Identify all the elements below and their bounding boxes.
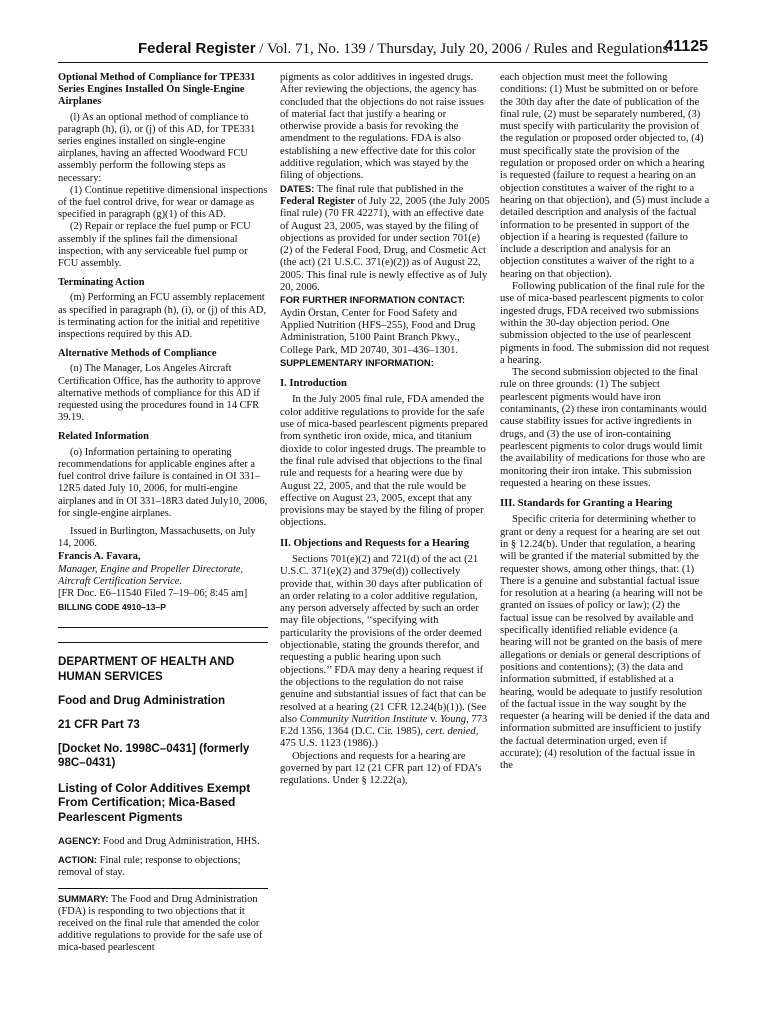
paragraph-specific-criteria: Specific criteria for determining whether to grant or deny a request for a hearing are set out in § 12.24(b). Under that regulation, a hearing will be granted if the material submitted by the requester shows, among other things, that: (1) There is a genuine and substantial factual issue for resolution at a hearing (a hearing will not be granted on issues of policy or law); (2) the factual issue can be resolved by available and specifically identified reliable evidence (a hearing will not be granted on the basis of mere allegations or denials or general descriptions of positions and contentions); (3) the data and information submitted, if established at a hearing, would be adequate to justify resolution of the factual issue in the way sought by the requester (a hearing will be denied if the data and information submitted are insufficient to justify the factual determination urged, even if accurate); (4) resolution of the factual issue in the bbox=[500, 514, 710, 772]
journal-name: Federal Register bbox=[138, 40, 256, 57]
paragraph-second-submission: The second submission objected to the final rule on three grounds: (1) The subject pearlescent pigments would have iron contaminants, (2) these iron contaminants would cause stability issues for active ingredients in drugs, and (3) the use of iron-containing pearlescent pigments to color drugs would limit the availability of medications for those who are monitoring their iron intake. This submission requested a hearing on these issues. bbox=[500, 367, 707, 489]
header-rule bbox=[58, 62, 708, 63]
sections-text-v: v. bbox=[427, 713, 440, 725]
heading-terminating-action: Terminating Action bbox=[58, 277, 145, 289]
paragraph-introduction: In the July 2005 final rule, FDA amended the color additive regulations to provide for the safe use of mica-based pearlescent pigments prepared from synthetic iron oxide, mica, and titanium dioxide to color ingested drugs. The preamble to the final rule advised that objections to the final rule and requests for a hearing were due by August 22, 2005, and that the rule would be effective on August 23, 2005, except that any provisions may be stayed by the filing of proper objections. bbox=[280, 394, 488, 529]
supplementary-label-line bbox=[280, 357, 490, 370]
agency-label: AGENCY: bbox=[58, 834, 101, 846]
dates-text-a: The final rule that published in the bbox=[314, 183, 464, 195]
paragraph-sections bbox=[280, 554, 490, 751]
signer-title: Manager, Engine and Propeller Directorate, Aircraft Certification Service. bbox=[58, 563, 244, 587]
summary-label: SUMMARY: bbox=[58, 892, 109, 904]
action-text: Final rule; response to objections; removal of stay. bbox=[58, 855, 241, 879]
cert-denied: cert. denied bbox=[425, 726, 476, 738]
agency-block bbox=[58, 835, 268, 848]
paragraph-following: Following publication of the final rule for the use of mica-based pearlescent pigments to color ingested drugs, FDA received two submissions within the 30-day objection period. One submission objected to the use of pearlescent pigments in food. The submission did not request a hearing. bbox=[500, 281, 710, 366]
sections-text-e: , 773 F.2d 1356, 1364 (D.C. Cir. 1985), bbox=[280, 713, 488, 738]
column-2 bbox=[280, 72, 490, 1016]
rule-title: Listing of Color Additives Exempt From Certification; Mica-Based Pearlescent Pigments bbox=[58, 780, 251, 825]
action-label: ACTION: bbox=[58, 854, 98, 866]
action-block bbox=[58, 854, 268, 879]
contact-label: FOR FURTHER INFORMATION CONTACT: bbox=[280, 294, 466, 306]
page-header bbox=[58, 38, 708, 62]
heading-related-information: Related Information bbox=[58, 431, 149, 443]
paragraph-l: (l) As an optional method of compliance to paragraph (h), (i), or (j) of this AD, for TPE331 series engines installed on single-engine airplanes, having an affected Woodward FCU assembly perform the following steps as necessary: bbox=[58, 111, 256, 184]
agency-heading: Food and Drug Administration bbox=[58, 693, 226, 707]
agency-text: Food and Drug Administration, HHS. bbox=[100, 835, 260, 847]
summary-continued: pigments as color additives in ingested drugs. After reviewing the objections, the agency has concluded that the objections do not raise issues of material fact that justify a hearing or otherwise provide a basis for revoking the amendment to the regulations. FDA is also establishing a new effective date for this color additive regulation, which was stayed by the filing of objections. bbox=[280, 72, 484, 182]
dates-text-register: Federal Register bbox=[280, 195, 356, 207]
sections-text-g: , 475 U.S. 1123 (1986).) bbox=[280, 726, 479, 750]
section-introduction: I. Introduction bbox=[280, 378, 347, 390]
dates-text-c: of July 22, 2005 (the July 2005 final rule) (70 FR 42271), with an effective date of August 23, 2005, was stayed by the filing of objections as provided for under section 701(e)(2) of the Federal Food, Drug, and Cosmetic Act (the act) (21 U.S.C. 371(e)(2)) as of August 22, 2005. This final rule is newly effective as of July 20, 2006. bbox=[280, 195, 490, 294]
heading-optional-method: Optional Method of Compliance for TPE331 Series Engines Installed On Single-Engine Airplanes bbox=[58, 72, 256, 108]
section-separator-second bbox=[58, 642, 268, 643]
fr-doc-line: [FR Doc. E6–11540 Filed 7–19–06; 8:45 am] bbox=[58, 587, 248, 599]
issued-line: Issued in Burlington, Massachusetts, on July 14, 2006. bbox=[58, 525, 256, 550]
billing-code: BILLING CODE 4910–13–P bbox=[58, 602, 166, 613]
contact-label-line bbox=[280, 294, 490, 307]
paragraph-l1: (1) Continue repetitive dimensional inspections of the fuel control drive, for wear or damage as specified in paragraph (g)(1) of this AD. bbox=[58, 184, 268, 221]
docket-number: [Docket No. 1998C–0431] (formerly 98C–0431) bbox=[58, 742, 250, 770]
case-name-part1: Community Nutrition Institute bbox=[299, 713, 428, 725]
department-heading: DEPARTMENT OF HEALTH AND HUMAN SERVICES bbox=[58, 655, 235, 683]
dates-label: DATES: bbox=[280, 182, 315, 194]
contact-text: Aydin Örstan, Center for Food Safety and Applied Nutrition (HFS–255), Food and Drug Administration, 5100 Paint Branch Pkwy., College Park, MD 20740, 301–436–1301. bbox=[280, 307, 476, 356]
section-standards: III. Standards for Granting a Hearing bbox=[500, 498, 673, 510]
sections-text-a: Sections 701(e)(2) and 721(d) of the act (21 U.S.C. 371(e)(2) and 379e(d)) collectively provide that, within 30 days after publication of an order relating to a color additive regulation, any person adversely affected by such an order may file objections, ‘‘specifying with particularity the provisions of the order deemed objectionable, stating the grounds therefor, and requesting a public hearing upon such objections.’’ FDA may deny a hearing request if the objections to the regulation do not raise genuine and substantial issues of fact that can be resolved at a hearing (21 CFR 12.24(b)(1)). (See also bbox=[280, 553, 487, 725]
signer-name: Francis A. Favara, bbox=[58, 551, 141, 563]
page-number: 41125 bbox=[664, 38, 708, 55]
dates-block bbox=[280, 183, 490, 295]
column-3 bbox=[500, 72, 710, 1016]
running-head bbox=[138, 40, 668, 58]
summary-block bbox=[58, 893, 268, 955]
paragraph-o: (o) Information pertaining to operating recommendations for applicable engines after a fuel control drive failure is contained in OI 331–12R5 dated July 10, 2006, for multi-engine airplanes and in OI 331–18R3 dated July10, 2006, for single-engine airplanes. bbox=[58, 446, 268, 519]
cfr-part: 21 CFR Part 73 bbox=[58, 717, 140, 731]
heading-alternative-methods: Alternative Methods of Compliance bbox=[58, 348, 217, 360]
section-objections: II. Objections and Requests for a Hearing bbox=[280, 537, 470, 549]
section-separator bbox=[58, 627, 268, 640]
issue-details: / Vol. 71, No. 139 / Thursday, July 20, 2006 / Rules and Regulations bbox=[255, 41, 669, 57]
paragraph-part12: Objections and requests for a hearing are governed by part 12 (21 CFR part 12) of FDA’s regulations. Under § 12.22(a), bbox=[280, 750, 482, 787]
paragraph-l2: (2) Repair or replace the fuel pump or FCU assembly if the splines fail the dimensional inspection, with any serviceable fuel pump or FCU assembly. bbox=[58, 221, 251, 270]
supplementary-label: SUPPLEMENTARY INFORMATION: bbox=[280, 356, 434, 368]
paragraph-n: (n) The Manager, Los Angeles Aircraft Certification Office, has the authority to approve alternative methods of compliance for this AD if requested using the procedures found in 14 CFR 39.19. bbox=[58, 363, 261, 424]
conditions-continued: each objection must meet the following conditions: (1) Must be submitted on or before the 30th day after the date of publication of the final rule, (2) must be separately numbered, (3) must specify with particularity the provision of the regulation or proposed order objected to, (4) must specifically state the provision of the regulation or proposed order on which a hearing is requested (failure to request a hearing on an objection constitutes a waiver of the right to a hearing on that objection), and (5) must include a detailed description and analysis of the factual information to be presented in support of the objection if a hearing is requested (failure to include a description and analysis for an objection constitutes a waiver of the right to a hearing on that objection). bbox=[500, 72, 710, 280]
column-1 bbox=[58, 72, 268, 1016]
paragraph-m: (m) Performing an FCU assembly replacement as specified in paragraph (h), (i), or (j) of this AD, is terminating action for the initial and repetitive inspections required by this AD. bbox=[58, 292, 267, 341]
summary-text: The Food and Drug Administration (FDA) is responding to two objections that it received on the final rule that amended the color additive regulations to provide for the safe use of mica-based pearlescent bbox=[58, 893, 263, 954]
summary-separator bbox=[58, 888, 268, 889]
case-name-part2: Young bbox=[440, 713, 467, 725]
